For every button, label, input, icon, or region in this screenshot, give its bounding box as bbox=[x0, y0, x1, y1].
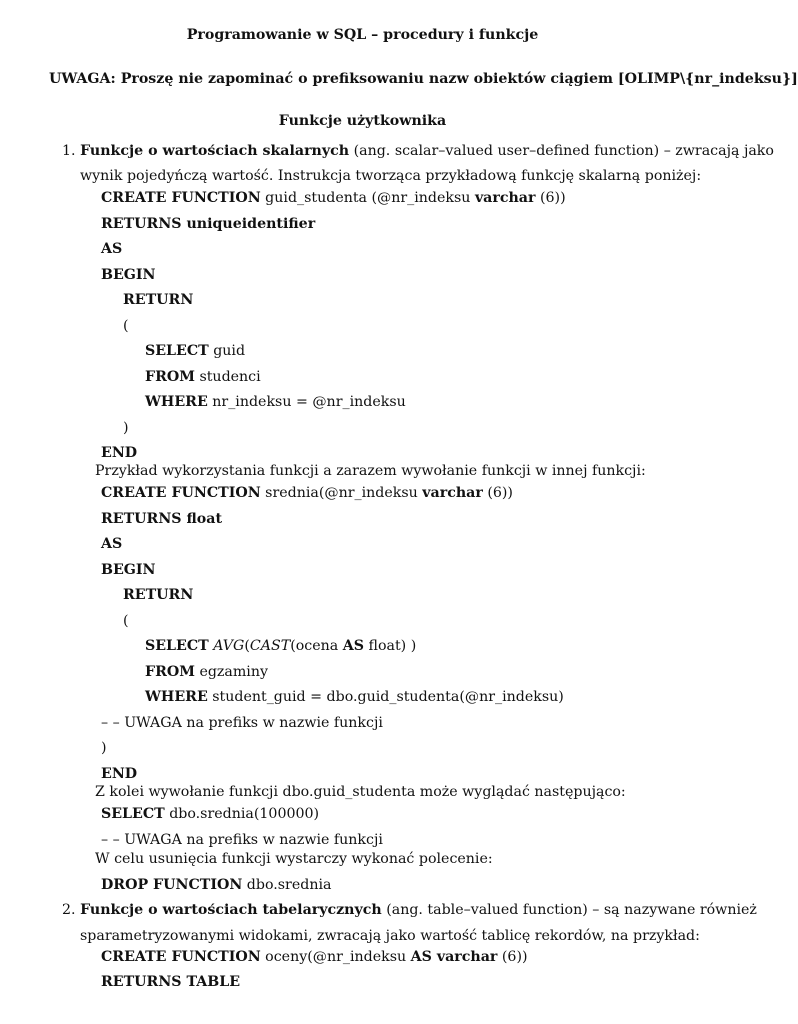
code-keyword: AS bbox=[342, 638, 364, 654]
code-text: oceny(@nr_indeksu bbox=[260, 949, 411, 965]
code-keyword: SELECT bbox=[145, 638, 209, 654]
code-keyword: BEGIN bbox=[101, 267, 156, 283]
code-line bbox=[101, 536, 122, 552]
code-text: nr_indeksu = @nr_indeksu bbox=[207, 394, 406, 410]
code-keyword: varchar bbox=[474, 190, 536, 206]
warning-note: UWAGA: Proszę nie zapominać o prefiksowaniu nazw obiektów ciągiem [OLIMP\{nr_indeksu}] bbox=[49, 71, 798, 87]
code-text: srednia(@nr_indeksu bbox=[260, 485, 423, 501]
code-keyword: AS bbox=[101, 241, 123, 257]
code-line bbox=[101, 267, 156, 283]
code-line bbox=[123, 613, 129, 629]
code-comment: – – UWAGA na prefiks w nazwie funkcji bbox=[101, 832, 383, 848]
paragraph-call: Z kolei wywołanie funkcji dbo.guid_studenta może wyglądać następująco: bbox=[95, 784, 626, 800]
code-text: ( bbox=[123, 318, 129, 334]
code-line bbox=[145, 664, 268, 680]
code-text: guid bbox=[208, 343, 246, 359]
code-text: ( bbox=[244, 638, 250, 654]
list-number: 2. bbox=[62, 902, 76, 918]
item-text: (ang. table–valued function) – są nazywane również bbox=[381, 902, 757, 918]
page-title: Programowanie w SQL – procedury i funkcje bbox=[186, 27, 539, 43]
code-keyword: SELECT bbox=[101, 806, 165, 822]
code-line bbox=[101, 806, 319, 822]
code-keyword: CREATE FUNCTION bbox=[101, 949, 261, 965]
paragraph-example: Przykład wykorzystania funkcji a zarazem wywołanie funkcji w innej funkcji: bbox=[95, 463, 646, 479]
code-keyword: RETURNS uniqueidentifier bbox=[101, 216, 316, 232]
code-text: ) bbox=[101, 740, 107, 756]
code-line bbox=[145, 343, 245, 359]
code-text: (6)) bbox=[535, 190, 566, 206]
item-bold-label: Funkcje o wartościach tabelarycznych bbox=[80, 902, 382, 918]
code-keyword: WHERE bbox=[145, 689, 208, 705]
section-title: Funkcje użytkownika bbox=[278, 113, 447, 129]
list-item-2 bbox=[62, 902, 757, 918]
code-text: ( bbox=[123, 613, 129, 629]
code-text: (6)) bbox=[482, 485, 513, 501]
code-line bbox=[145, 369, 261, 385]
code-line bbox=[101, 511, 222, 527]
code-text: (6)) bbox=[497, 949, 528, 965]
code-line bbox=[101, 190, 566, 206]
code-line bbox=[123, 420, 129, 436]
list-number: 1. bbox=[62, 143, 76, 159]
code-line bbox=[145, 638, 416, 654]
code-keyword: SELECT bbox=[145, 343, 209, 359]
code-keyword: RETURN bbox=[123, 292, 194, 308]
list-item-1-continuation: wynik pojedyńczą wartość. Instrukcja tworząca przykładową funkcję skalarną poniżej: bbox=[80, 168, 702, 184]
code-text: – – UWAGA na prefiks w nazwie funkcji bbox=[101, 715, 383, 731]
code-line bbox=[123, 318, 129, 334]
code-line bbox=[145, 689, 564, 705]
code-keyword: CREATE FUNCTION bbox=[101, 190, 261, 206]
code-line bbox=[101, 485, 513, 501]
code-line bbox=[101, 445, 137, 461]
item-bold-label: Funkcje o wartościach skalarnych bbox=[80, 143, 350, 159]
code-line bbox=[123, 292, 193, 308]
code-keyword: RETURNS TABLE bbox=[101, 974, 241, 990]
code-function-name: CAST bbox=[249, 638, 291, 654]
code-line bbox=[145, 394, 406, 410]
code-line bbox=[101, 949, 528, 965]
code-line bbox=[101, 974, 240, 990]
code-line bbox=[101, 216, 315, 232]
code-line bbox=[101, 562, 156, 578]
code-keyword: BEGIN bbox=[101, 562, 156, 578]
code-text: dbo.srednia(100000) bbox=[164, 806, 320, 822]
code-keyword: FROM bbox=[145, 369, 195, 385]
code-keyword: END bbox=[101, 766, 138, 782]
paragraph-drop: W celu usunięcia funkcji wystarczy wykonać polecenie: bbox=[95, 851, 493, 867]
code-keyword: varchar bbox=[422, 485, 483, 501]
code-text: guid_studenta (@nr_indeksu bbox=[260, 190, 475, 206]
code-keyword: RETURN bbox=[123, 587, 194, 603]
code-line bbox=[101, 715, 383, 731]
code-keyword: END bbox=[101, 445, 138, 461]
item-text: (ang. scalar–valued user–defined function) – zwracają jako bbox=[349, 143, 774, 159]
code-keyword: FROM bbox=[145, 664, 195, 680]
code-text: (ocena bbox=[290, 638, 343, 654]
list-item-1 bbox=[62, 143, 774, 159]
code-text: egzaminy bbox=[194, 664, 269, 680]
code-text: student_guid = dbo.guid_studenta(@nr_indeksu) bbox=[207, 689, 564, 705]
code-keyword: AS varchar bbox=[410, 949, 498, 965]
code-line bbox=[101, 740, 107, 756]
code-text: float) ) bbox=[363, 638, 417, 654]
code-text: ) bbox=[123, 420, 129, 436]
code-keyword: AS bbox=[101, 536, 123, 552]
code-keyword: RETURNS float bbox=[101, 511, 223, 527]
code-text: dbo.srednia bbox=[242, 877, 332, 893]
list-item-2-continuation: sparametryzowanymi widokami, zwracają jako wartość tablicę rekordów, na przykład: bbox=[80, 928, 700, 944]
code-line bbox=[101, 241, 122, 257]
code-function-name: AVG bbox=[213, 638, 245, 654]
code-keyword: DROP FUNCTION bbox=[101, 877, 243, 893]
code-text: studenci bbox=[194, 369, 261, 385]
code-keyword: WHERE bbox=[145, 394, 208, 410]
code-keyword: CREATE FUNCTION bbox=[101, 485, 261, 501]
code-line bbox=[101, 877, 331, 893]
code-line bbox=[123, 587, 193, 603]
code-line bbox=[101, 766, 137, 782]
